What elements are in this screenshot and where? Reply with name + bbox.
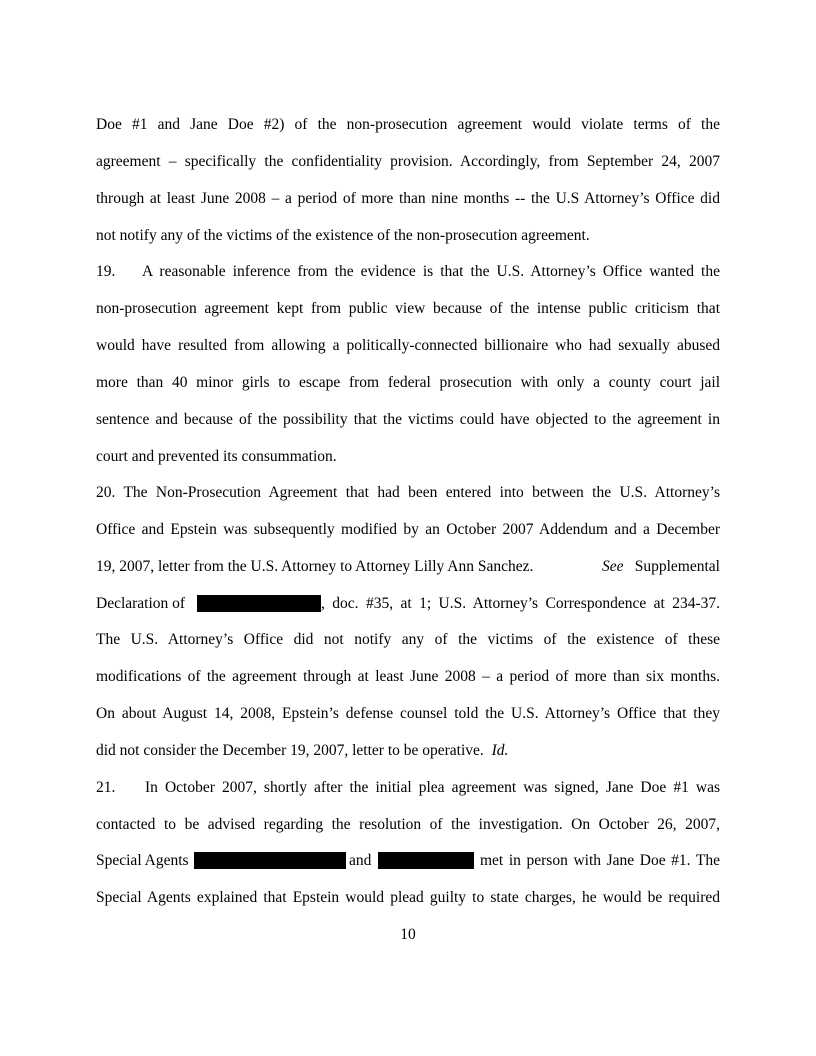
para-21-line-3 [96,851,720,871]
para-18-line-4: not notify any of the victims of the existence of the non-prosecution agreement. [96,227,590,244]
para-20-line-3-text: 19, 2007, letter from the U.S. Attorney to Attorney Lilly Ann Sanchez. [96,558,534,575]
para-21-and: and [349,852,372,869]
id-signal: Id. [491,742,509,759]
para-20-line-1: 20. The Non-Prosecution Agreement that had been entered into between the U.S. Attorney’s [96,484,720,501]
para-20-line-3-end: Supplemental [634,558,720,575]
para-20-line-4 [96,594,720,614]
para-19-line-3: would have resulted from allowing a politically-connected billionaire who had sexually abused [96,337,720,354]
para-21-line-3-start: Special Agents [96,852,189,869]
redaction-bar [197,595,321,612]
para-19-number: 19. [96,263,116,280]
para-21-line-3-end: met in person with Jane Doe #1. The [480,852,720,869]
para-20-line-4-end: , doc. #35, at 1; U.S. Attorney’s Correspondence at 234-37. [321,595,720,612]
redaction-bar [378,852,474,869]
see-signal: See [602,558,624,575]
para-20-line-7: On about August 14, 2008, Epstein’s defense counsel told the U.S. Attorney’s Office that they [96,705,720,722]
para-20-line-8 [96,741,720,761]
para-21-line-2: contacted to be advised regarding the resolution of the investigation. On October 26, 2007, [96,816,720,833]
page-number: 10 [400,926,416,943]
para-20-line-3 [96,557,720,577]
para-19-line-1: A reasonable inference from the evidence is that the U.S. Attorney’s Office wanted the [142,263,720,280]
para-18-line-2: agreement – specifically the confidentiality provision. Accordingly, from September 24, 2007 [96,153,720,170]
para-19-line-2: non-prosecution agreement kept from public view because of the intense public criticism that [96,300,720,317]
para-20-line-4-start: Declaration of [96,595,186,612]
para-20-line-8-text: did not consider the December 19, 2007, letter to be operative. [96,742,484,759]
redaction-bar [194,852,346,869]
para-20-line-2: Office and Epstein was subsequently modified by an October 2007 Addendum and a December [96,521,720,538]
para-21-line-4: Special Agents explained that Epstein would plead guilty to state charges, he would be required [96,889,720,906]
para-19-line-6: court and prevented its consummation. [96,448,337,465]
para-21-line-1: In October 2007, shortly after the initial plea agreement was signed, Jane Doe #1 was [145,779,720,796]
para-20-line-5: The U.S. Attorney’s Office did not notify any of the victims of the existence of these [96,631,720,648]
para-21-number: 21. [96,779,116,796]
para-18-line-3: through at least June 2008 – a period of more than nine months -- the U.S Attorney’s Office did [96,190,720,207]
para-20-line-6: modifications of the agreement through at least June 2008 – a period of more than six months. [96,668,720,685]
para-18-line-1: Doe #1 and Jane Doe #2) of the non-prosecution agreement would violate terms of the [96,116,720,133]
para-19-line-5: sentence and because of the possibility that the victims could have objected to the agreement in [96,411,720,428]
para-19-line-4: more than 40 minor girls to escape from federal prosecution with only a county court jail [96,374,720,391]
